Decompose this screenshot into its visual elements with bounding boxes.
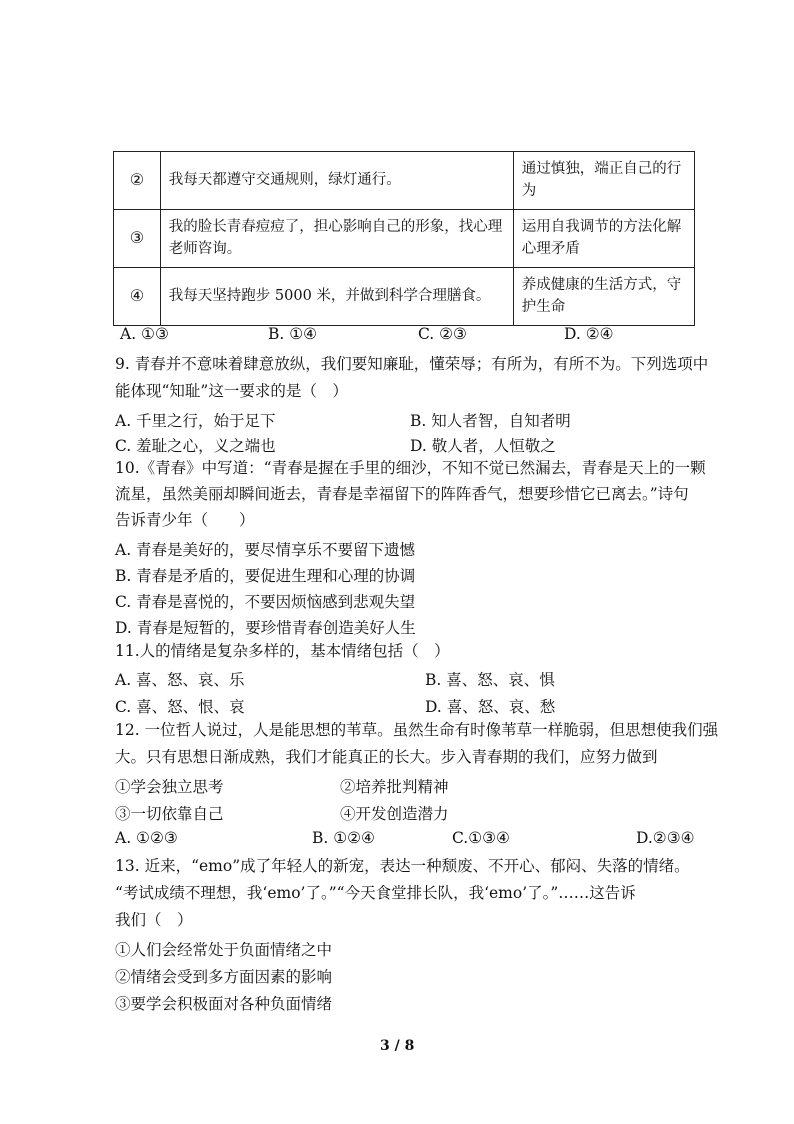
q11-choice-c: C. 喜、怒、恨、哀: [115, 698, 245, 716]
row-method: 养成健康的生活方式，守护生命: [513, 267, 694, 325]
options-table: [113, 151, 695, 326]
row-description: 我每天坚持跑步 5000 米，并做到科学合理膳食。: [160, 267, 513, 325]
q13-item: ①人们会经常处于负面情绪之中: [115, 941, 333, 959]
q12-choice-d: D.②③④: [636, 829, 695, 847]
q10-stem-line: 10.《青春》中写道：“青春是握在手里的细沙，不知不觉已然漏去，青春是天上的一颗: [115, 459, 706, 477]
table-row: [114, 152, 695, 210]
q8-choice-a: A. ①③: [120, 325, 169, 343]
q10-choice-d: D. 青春是短暂的，要珍惜青春创造美好人生: [115, 619, 416, 637]
q12-choice-b: B. ①②④: [312, 829, 375, 847]
row-number: ④: [114, 267, 161, 325]
q10-choice-a: A. 青春是美好的，要尽情享乐不要留下遗憾: [115, 541, 416, 559]
q10-stem-line: 告诉青少年（ ）: [115, 511, 255, 529]
page-number: 3 / 8: [380, 1038, 415, 1054]
q12-stem-line: 大。只有思想日渐成熟，我们才能真正的长大。步入青春期的我们，应努力做到: [115, 748, 658, 766]
q10-choice-c: C. 青春是喜悦的，不要因烦恼感到悲观失望: [115, 593, 416, 611]
q12-choice-c: C.①③④: [452, 829, 510, 847]
table-row: [114, 267, 695, 325]
q13-stem-line: 13. 近来，“emo”成了年轻人的新宠，表达一种颓废、不开心、郁闷、失落的情绪。: [115, 857, 690, 875]
q12-item: ①学会独立思考: [115, 778, 224, 796]
table-row: [114, 209, 695, 267]
q8-choice-c: C. ②③: [418, 325, 467, 343]
q13-stem-line: “考试成绩不理想，我‘emo’了。”“今天食堂排长队，我‘emo’了。”……这告诉: [115, 884, 636, 902]
q9-choice-c: C. 羞耻之心，义之端也: [115, 437, 276, 455]
q13-item: ②情绪会受到多方面因素的影响: [115, 968, 333, 986]
q8-choice-b: B. ①④: [268, 325, 318, 343]
row-number: ②: [114, 152, 161, 210]
q11-choice-a: A. 喜、怒、哀、乐: [115, 671, 245, 689]
q10-choice-b: B. 青春是矛盾的，要促进生理和心理的协调: [115, 567, 416, 585]
row-method: 运用自我调节的方法化解心理矛盾: [513, 209, 694, 267]
q12-choice-a: A. ①②③: [115, 829, 178, 847]
row-description: 我每天都遵守交通规则，绿灯通行。: [160, 152, 513, 210]
q9-stem-line: 9. 青春并不意味着肆意放纵，我们要知廉耻，懂荣辱；有所为，有所不为。下列选项中: [115, 355, 709, 373]
q8-choice-d: D. ②④: [564, 325, 614, 343]
q12-item: ④开发创造潜力: [340, 805, 449, 823]
q11-stem: 11.人的情绪是复杂多样的，基本情绪包括（ ）: [115, 642, 450, 660]
q11-choice-b: B. 喜、怒、哀、惧: [425, 671, 555, 689]
q9-choice-a: A. 千里之行，始于足下: [115, 412, 276, 430]
q12-item: ②培养批判精神: [340, 778, 449, 796]
q12-item: ③一切依靠自己: [115, 805, 224, 823]
q9-stem-line: 能体现“知耻”这一要求的是（ ）: [115, 382, 348, 400]
row-method: 通过慎独，端正自己的行为: [513, 152, 694, 210]
row-description: 我的脸长青春痘痘了，担心影响自己的形象，找心理老师咨询。: [160, 209, 513, 267]
row-number: ③: [114, 209, 161, 267]
q13-stem-line: 我们（ ）: [115, 911, 193, 929]
q10-stem-line: 流星，虽然美丽却瞬间逝去，青春是幸福留下的阵阵香气，想要珍惜它已离去。”诗句: [115, 485, 689, 503]
q13-item: ③要学会积极面对各种负面情绪: [115, 995, 333, 1013]
q11-choice-d: D. 喜、怒、哀、愁: [425, 698, 556, 716]
q12-stem-line: 12. 一位哲人说过，人是能思想的苇草。虽然生命有时像苇草一样脆弱，但思想使我们强: [115, 721, 719, 739]
q9-choice-d: D. 敬人者，人恒敬之: [410, 437, 556, 455]
q9-choice-b: B. 知人者智，自知者明: [410, 412, 571, 430]
